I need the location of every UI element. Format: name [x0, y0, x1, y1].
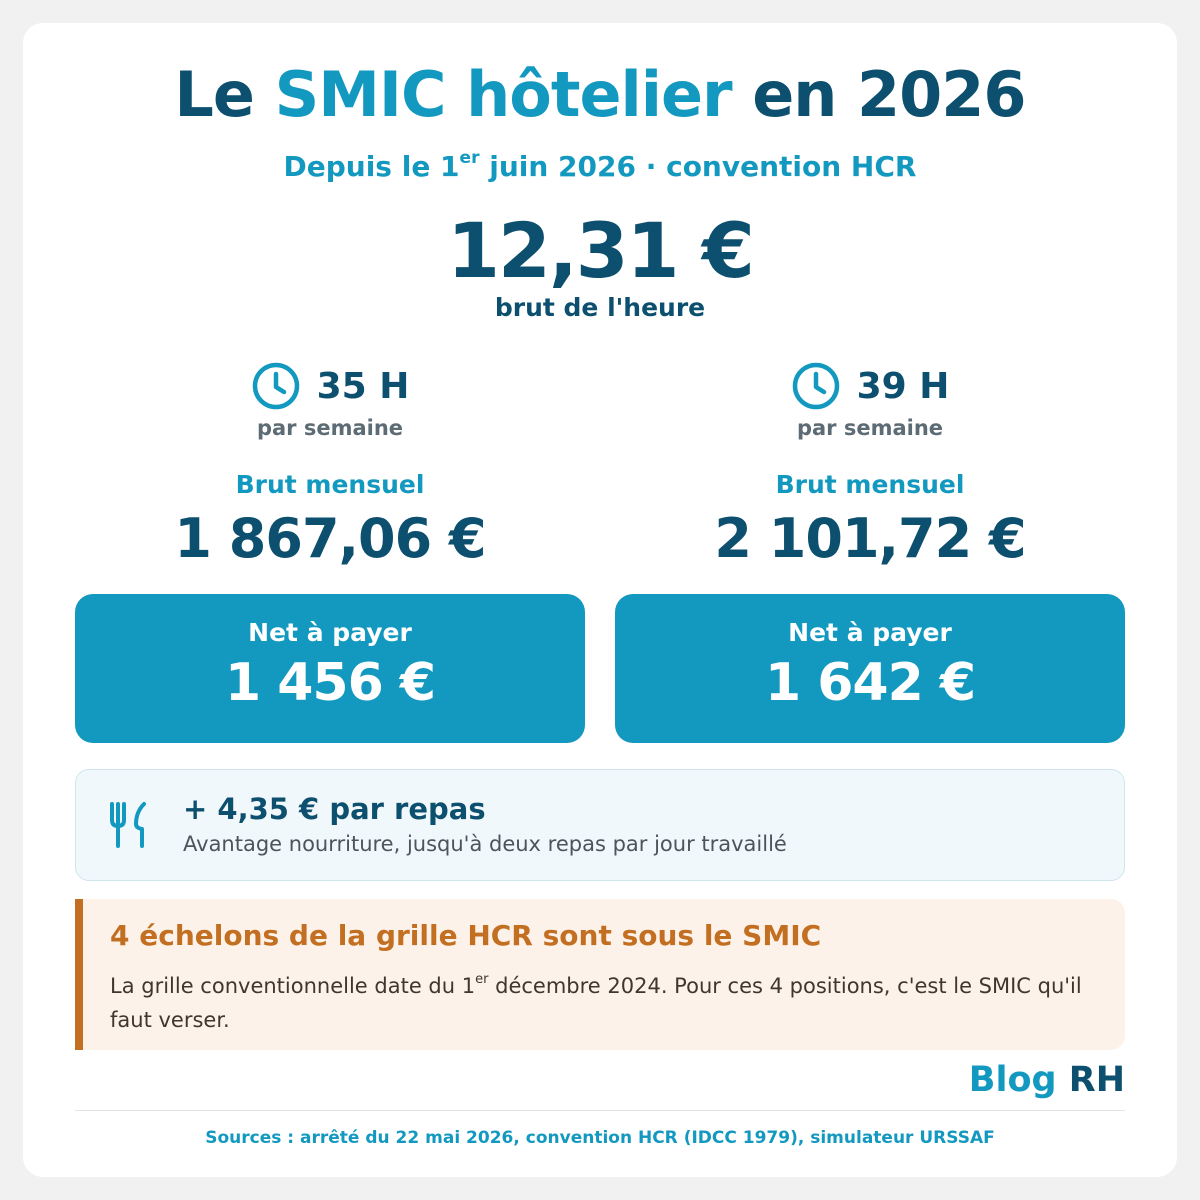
subtitle-after: juin 2026 · convention HCR	[479, 150, 917, 183]
clock-icon	[251, 361, 301, 411]
sources-text: Sources : arrêté du 22 mai 2026, convention HCR (IDCC 1979), simulateur URSSAF	[205, 1128, 995, 1148]
net-box-35h	[75, 594, 585, 743]
hours-row	[75, 360, 585, 412]
divider	[75, 1110, 1125, 1111]
brand-part2: RH	[1068, 1060, 1125, 1100]
clock-icon	[791, 361, 841, 411]
brand-logo	[969, 1060, 1125, 1100]
hours-row	[615, 360, 1125, 412]
title-part2: en 2026	[731, 58, 1026, 131]
net-value: 1 456 €	[224, 653, 436, 713]
warning-text-sup: er	[475, 972, 489, 987]
net-value: 1 642 €	[764, 653, 976, 713]
per-week-label: par semaine	[256, 416, 404, 440]
column-39h	[615, 360, 1125, 570]
warning-title: 4 échelons de la grille HCR sont sous le SMIC	[110, 919, 822, 952]
brut-label: Brut mensuel	[235, 470, 425, 499]
subtitle-sup: er	[459, 147, 480, 168]
warning-text	[110, 965, 1100, 1037]
net-box-39h	[615, 594, 1125, 743]
column-35h	[75, 360, 585, 570]
meal-description: Avantage nourriture, jusqu'à deux repas par jour travaillé	[183, 832, 787, 856]
brut-label: Brut mensuel	[775, 470, 965, 499]
hourly-rate-label: brut de l'heure	[494, 293, 706, 322]
brut-value: 1 867,06 €	[174, 507, 486, 570]
warning-text-after: décembre 2024. Pour ces 4 positions, c'est le SMIC qu'il faut verser.	[110, 974, 1082, 1032]
net-label: Net à payer	[248, 618, 412, 647]
title-part1: Le	[174, 58, 275, 131]
meal-allowance-box	[75, 769, 1125, 881]
hours-value: 39 H	[856, 365, 950, 407]
brut-value: 2 101,72 €	[714, 507, 1026, 570]
net-label: Net à payer	[788, 618, 952, 647]
subtitle	[0, 147, 1200, 183]
fork-knife-icon	[106, 800, 152, 850]
warning-box	[75, 899, 1125, 1050]
hourly-rate: 12,31 €	[447, 206, 753, 295]
meal-title: + 4,35 € par repas	[183, 792, 486, 826]
hours-value: 35 H	[316, 365, 410, 407]
warning-text-before: La grille conventionnelle date du 1	[110, 974, 476, 998]
title-highlight: SMIC hôtelier	[274, 58, 732, 131]
page-title	[0, 58, 1200, 131]
subtitle-before: Depuis le 1	[283, 150, 460, 183]
per-week-label: par semaine	[796, 416, 944, 440]
brand-part1: Blog	[968, 1060, 1057, 1100]
